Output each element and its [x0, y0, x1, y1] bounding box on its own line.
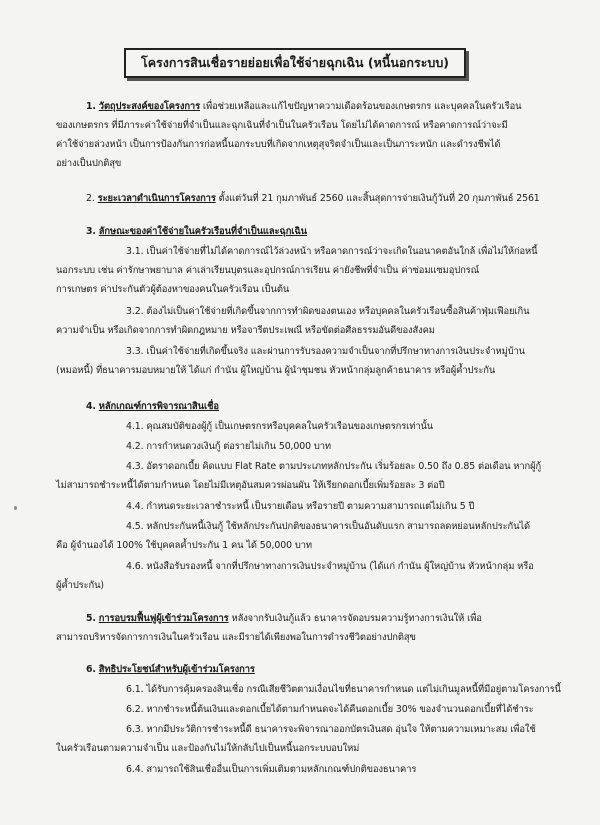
item-4-4: 4.4. กำหนดระยะเวลาชำระหนี้ เป็นรายเดือน หรือรายปี ตามความสามารถแต่ไม่เกิน 5 ปี — [126, 501, 475, 512]
item-6-4: 6.4. สามารถใช้สินเชื่ออื่นเป็นการเพิ่มเติมตามหลักเกณฑ์ปกติของธนาคาร — [126, 764, 417, 775]
item-3-1-line-1: 3.1. เป็นค่าใช้จ่ายที่ไม่ได้คาดการณ์ไว้ล่วงหน้า หรือคาดการณ์ว่าจะเกิดในอนาคตอันใกล้ เพื่อไม่ให้ก่อหนี้ — [126, 246, 538, 257]
section-2-number: 2. — [86, 193, 95, 204]
item-6-2: 6.2. หากชำระหนี้ต้นเงินและดอกเบี้ยได้ตามกำหนดจะได้คืนดอกเบี้ย 30% ของจำนวนดอกเบี้ยที่ได้ชำระ — [126, 704, 534, 715]
section-6-heading — [86, 663, 255, 676]
item-3-1-line-2: นอกระบบ เช่น ค่ารักษาพยาบาล ค่าเล่าเรียนบุตรและอุปกรณ์การเรียน ค่ายังชีพที่จำเป็น ค่าซ่อมแซมอุปกรณ์ — [56, 265, 480, 276]
section-1-line-1: เพื่อช่วยเหลือและแก้ไขปัญหาความเดือดร้อนของเกษตรกร และบุคคลในครัวเรือน — [202, 101, 522, 112]
item-3-2-line-2: ความจำเป็น หรือเกิดจากการทำผิดกฎหมาย หรือจารีตประเพณี หรือขัดต่อศีลธรรมอันดีของสังคม — [56, 325, 435, 336]
section-1-line-3: ค่าใช้จ่ายล่วงหน้า เป็นการป้องกันการก่อหนี้นอกระบบที่เกิดจากเหตุสุจริตจำเป็นและเป็นภาระหนัก และดำรงชีพได้ — [56, 139, 501, 150]
section-2-title: ระยะเวลาดำเนินการโครงการ — [97, 193, 216, 204]
document-title-text: โครงการสินเชื่อรายย่อยเพื่อใช้จ่ายฉุกเฉิน (หนี้นอกระบบ) — [140, 55, 449, 70]
item-4-5-line-2: คือ ผู้จำนองได้ 100% ใช้บุคคลค้ำประกัน 1 คน ได้ 50,000 บาท — [56, 540, 312, 551]
section-1-title: วัตถุประสงค์ของโครงการ — [98, 101, 201, 112]
document-title — [124, 48, 466, 78]
section-5-line-2: สามารถบริหารจัดการการเงินในครัวเรือน และมีรายได้เพียงพอในการดำรงชีวิตอย่างปกติสุข — [56, 632, 416, 643]
item-3-3-line-1: 3.3. เป็นค่าใช้จ่ายที่เกิดขึ้นจริง และผ่านการรับรองความจำเป็นจากที่ปรึกษาทางการเงินประจำหมู่บ้าน — [126, 346, 525, 357]
scan-speck — [14, 506, 17, 510]
item-6-3-line-1: 6.3. หากมีประวัติการชำระหนี้ดี ธนาคารจะพิจารณาออกบัตรเงินสด อุ่นใจ ให้ตามความเหมาะสม เพื่อใช้ — [126, 724, 536, 735]
item-4-2: 4.2. การกำหนดวงเงินกู้ ต่อรายไม่เกิน 50,000 บาท — [126, 441, 332, 452]
section-1-number: 1. — [86, 101, 96, 112]
section-1-line-2: ของเกษตรกร ที่มีภาระค่าใช้จ่ายที่จำเป็นและฉุกเฉินที่จำเป็นในครัวเรือน โดยไม่ได้คาดการณ์ หรือคาดการณ์ว่าจะมี — [56, 120, 508, 131]
item-3-3-line-2: (หมอหนี้) ที่ธนาคารมอบหมายให้ ได้แก่ กำนัน ผู้ใหญ่บ้าน ผู้นำชุมชน หัวหน้ากลุ่มลูกค้าธนาคาร หรือผู้ค้ำประกัน — [56, 365, 496, 376]
section-4-number: 4. — [86, 401, 96, 412]
item-6-1: 6.1. ได้รับการคุ้มครองสินเชื่อ กรณีเสียชีวิตตามเงื่อนไขที่ธนาคารกำหนด แต่ไม่เกินมูลหนี้ที่มีอยู่ตามโครงการนี้ — [126, 684, 561, 695]
item-3-2-line-1: 3.2. ต้องไม่เป็นค่าใช้จ่ายที่เกิดขึ้นจากการทำผิดของตนเอง หรือบุคคลในครัวเรือนซื้อสินค้าฟุ่มเฟือยเกิน — [126, 306, 530, 317]
item-3-1-line-3: การเกษตร ค่าประกันตัวผู้ต้องหาของคนในครัวเรือน เป็นต้น — [56, 284, 290, 295]
section-5-heading — [86, 612, 482, 625]
section-3-title: ลักษณะของค่าใช้จ่ายในครัวเรือนที่จำเป็นและฉุกเฉิน — [98, 226, 307, 237]
section-1-heading — [86, 100, 521, 113]
item-4-1: 4.1. คุณสมบัติของผู้กู้ เป็นเกษตรกรหรือบุคคลในครัวเรือนของเกษตรกรเท่านั้น — [126, 421, 434, 432]
item-4-6-line-1: 4.6. หนังสือรับรองหนี้ จากที่ปรึกษาทางการเงินประจำหมู่บ้าน (ได้แก่ กำนัน ผู้ใหญ่บ้าน หัวหน้ากลุ่ม หรือ — [126, 561, 534, 572]
section-3-heading — [86, 225, 307, 238]
section-6-title: สิทธิประโยชน์สำหรับผู้เข้าร่วมโครงการ — [98, 664, 255, 675]
section-1-line-4: อย่างเป็นปกติสุข — [56, 158, 122, 169]
section-4-heading — [86, 400, 219, 413]
section-5-number: 5. — [86, 613, 96, 624]
item-6-3-line-2: ในครัวเรือนตามความจำเป็น และป้องกันไม่ให้กลับไปเป็นหนี้นอกระบบอบใหม่ — [56, 743, 360, 754]
item-4-5-line-1: 4.5. หลักประกันหนี้เงินกู้ ใช้หลักประกันปกติของธนาคารเป็นอันดับแรก สามารถลดหย่อนหลักประกันได้ — [126, 521, 531, 532]
section-5-line-1: หลังจากรับเงินกู้แล้ว ธนาคารจัดอบรมความรู้ทางการเงินให้ เพื่อ — [231, 613, 482, 624]
item-4-3-line-1: 4.3. อัตราดอกเบี้ย คิดแบบ Flat Rate ตามประเภทหลักประกัน เริ่มร้อยละ 0.50 ถึง 0.85 ต่อเดือน หากผู้กู้ — [126, 461, 542, 472]
section-3-number: 3. — [86, 226, 96, 237]
section-4-title: หลักเกณฑ์การพิจารณาสินเชื่อ — [98, 401, 219, 412]
item-4-3-line-2: ไม่สามารถชำระหนี้ได้ตามกำหนด โดยไม่มีเหตุอันสมควรผ่อนผัน ให้เรียกดอกเบี้ยเพิ่มร้อยละ 3 ต่อปี — [56, 480, 445, 491]
item-4-6-line-2: ผู้ค้ำประกัน) — [56, 580, 104, 591]
section-2-heading — [86, 192, 540, 205]
section-6-number: 6. — [86, 664, 96, 675]
section-5-title: การอบรมฟื้นฟูผู้เข้าร่วมโครงการ — [98, 613, 229, 624]
section-2-text: ตั้งแต่วันที่ 21 กุมภาพันธ์ 2560 และสิ้นสุดการจ่ายเงินกู้วันที่ 20 กุมภาพันธ์ 2561 — [218, 193, 540, 204]
